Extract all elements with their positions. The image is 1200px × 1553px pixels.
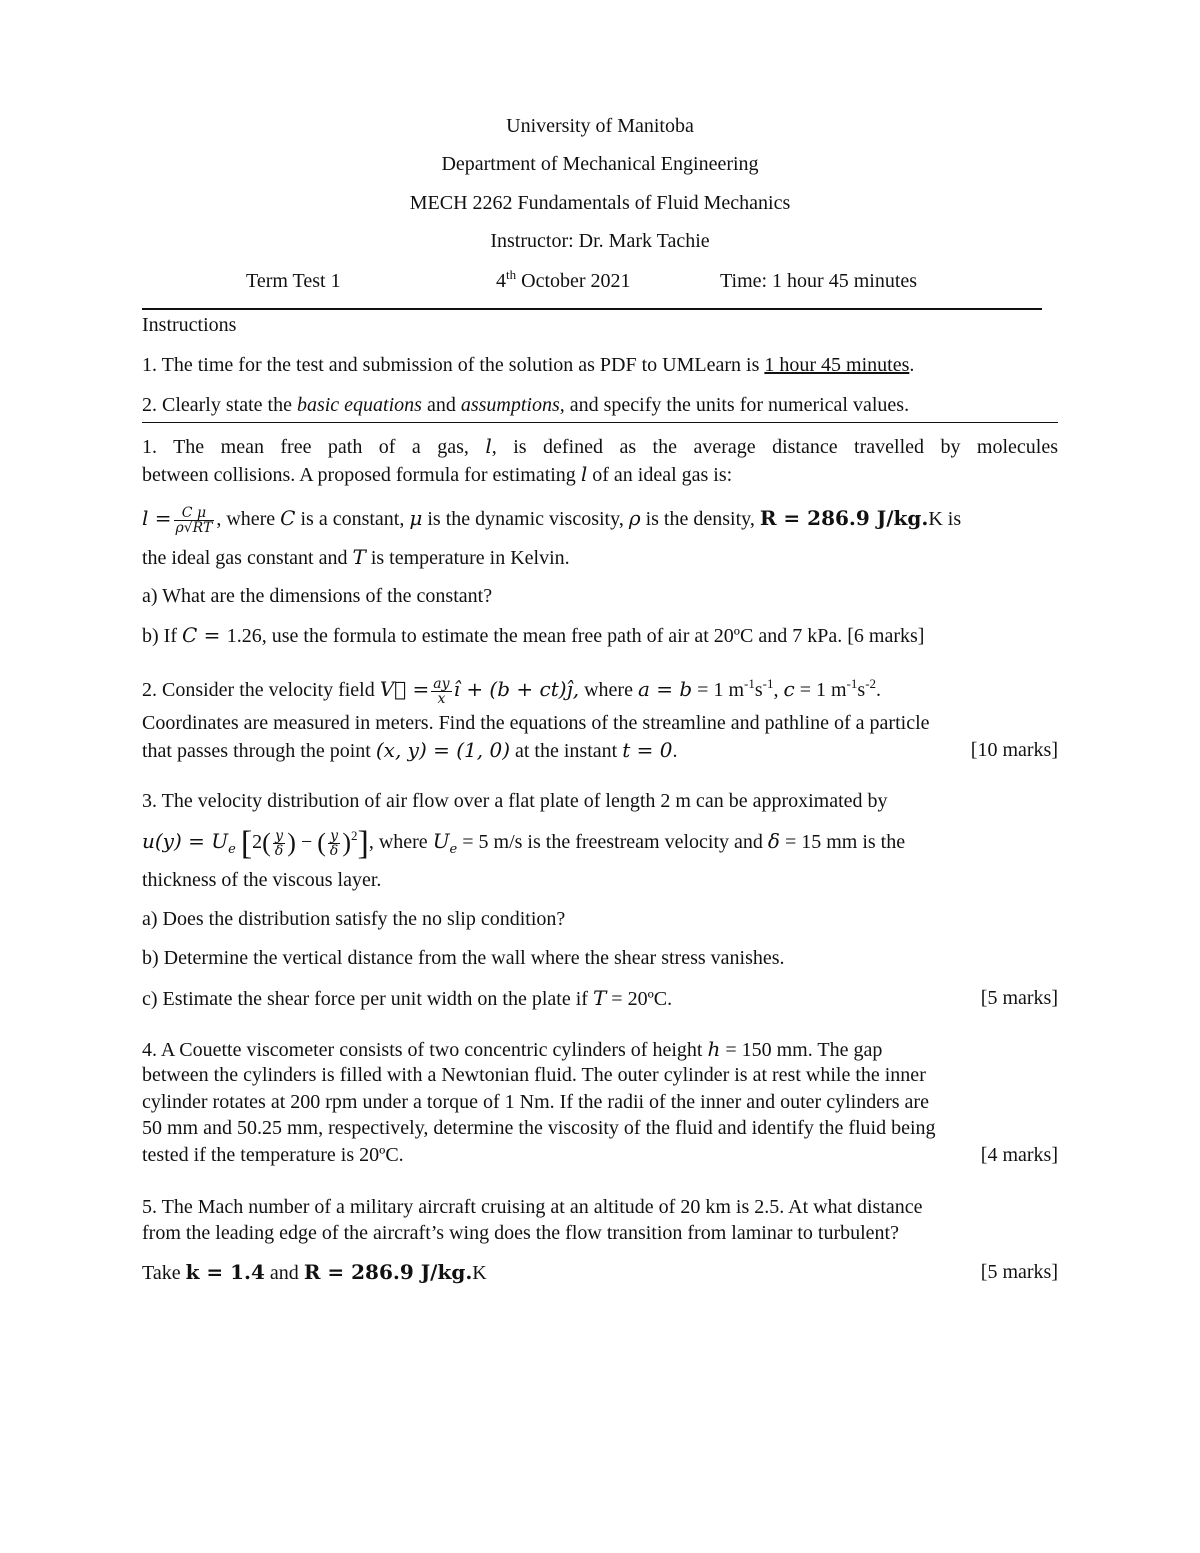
instructions-title: Instructions [142, 314, 237, 336]
q2-velocity-fraction: $\frac{ay}{x}$ [433, 675, 450, 707]
test-duration: Time: 1 hour 45 minutes [720, 270, 918, 292]
q4-line-1: 4. A Couette viscometer consists of two concentric cylinders of height h = 150 mm. The gap [142, 1037, 883, 1061]
instructor-name: Instructor: Dr. Mark Tachie [490, 230, 710, 252]
q4-marks: [4 marks] [980, 1144, 1058, 1166]
q4-line-4: 50 mm and 50.25 mm, respectively, determine the viscosity of the fluid and identify the fluid being [142, 1117, 936, 1139]
q1-part-b: b) If C = 1.26, use the formula to estimate the mean free path of air at 20ºC and 7 kPa. [6 marks] [142, 623, 925, 647]
q2-marks: [10 marks] [970, 739, 1058, 761]
q5-line-2: from the leading edge of the aircraft’s wing does the flow transition from laminar to turbulent? [142, 1222, 899, 1244]
university-name: University of Manitoba [506, 115, 694, 137]
q4-line-3: cylinder rotates at 200 rpm under a torque of 1 Nm. If the radii of the inner and outer cylinders are [142, 1091, 929, 1113]
test-date: 4th October 2021 [496, 267, 631, 292]
q3-marks: [5 marks] [980, 987, 1058, 1009]
q3-equation-line: $u(y) = U_e$ [2( $\frac{y}{\delta}$ ) − ( $\frac{y}{\delta}$ )$^2$], where $U_e = 5$ m/s is the freestream velocity and δ = 15 mm is the [142, 825, 906, 862]
instruction-item-1: 1. The time for the test and submission of the solution as PDF to UMLearn is 1 hour 45 minutes. [142, 354, 915, 376]
q1-part-a: a) What are the dimensions of the constant? [142, 585, 493, 607]
header-divider [142, 308, 1042, 310]
q2-line-2: Coordinates are measured in meters. Find the equations of the streamline and pathline of a particle [142, 712, 930, 734]
q2-line-3: that passes through the point (x, y) = (1, 0) at the instant t = 0. [142, 738, 678, 762]
q3-part-b: b) Determine the vertical distance from the wall where the shear stress vanishes. [142, 947, 785, 969]
q3-line-1: 3. The velocity distribution of air flow over a flat plate of length 2 m can be approximated by [142, 790, 888, 812]
q1-line-1: 1. The mean free path of a gas, l, is defined as the average distance travelled by molecules [142, 434, 1058, 458]
instruction-item-2: 2. Clearly state the basic equations and assumptions, and specify the units for numerical values. [142, 394, 910, 416]
q3-part-c: c) Estimate the shear force per unit width on the plate if T = 20ºC. [142, 986, 673, 1010]
q5-line-3: Take k = 1.4 and R = 286.9 J/kg.K [142, 1260, 487, 1284]
instructions-divider [142, 422, 1058, 423]
q1-line-2: between collisions. A proposed formula for estimating l of an ideal gas is: [142, 462, 733, 486]
q1-formula-fraction: $\frac{\text{C μ}}{\rho√RT}$ [175, 504, 213, 536]
q3-line-3: thickness of the viscous layer. [142, 869, 382, 891]
q5-marks: [5 marks] [980, 1261, 1058, 1283]
course-title: MECH 2262 Fundamentals of Fluid Mechanics [409, 192, 791, 214]
q4-line-2: between the cylinders is filled with a Newtonian fluid. The outer cylinder is at rest while the inner [142, 1064, 926, 1086]
q2-line-1: 2. Consider the velocity field V⃗ = $\frac{ay}{x}$ î + (b + ct)ĵ, where a = b = 1 $m^{-1}s^{-1}$, c = 1 $m^{-1}s^{-2}$. [142, 675, 882, 707]
department-name: Department of Mechanical Engineering [441, 153, 759, 175]
q1-equation-line: l = $\frac{\text{C μ}}{\rho√RT}$ , where C is a constant, μ is the dynamic viscosity, ρ is the density, R = 286.9 J/kg.K is [142, 504, 962, 536]
test-name: Term Test 1 [246, 270, 341, 292]
q4-line-5: tested if the temperature is 20ºC. [142, 1144, 404, 1166]
q3-part-a: a) Does the distribution satisfy the no slip condition? [142, 908, 566, 930]
q1-line-4: the ideal gas constant and T is temperature in Kelvin. [142, 545, 570, 569]
q5-line-1: 5. The Mach number of a military aircraft cruising at an altitude of 20 km is 2.5. At what distance [142, 1196, 923, 1218]
